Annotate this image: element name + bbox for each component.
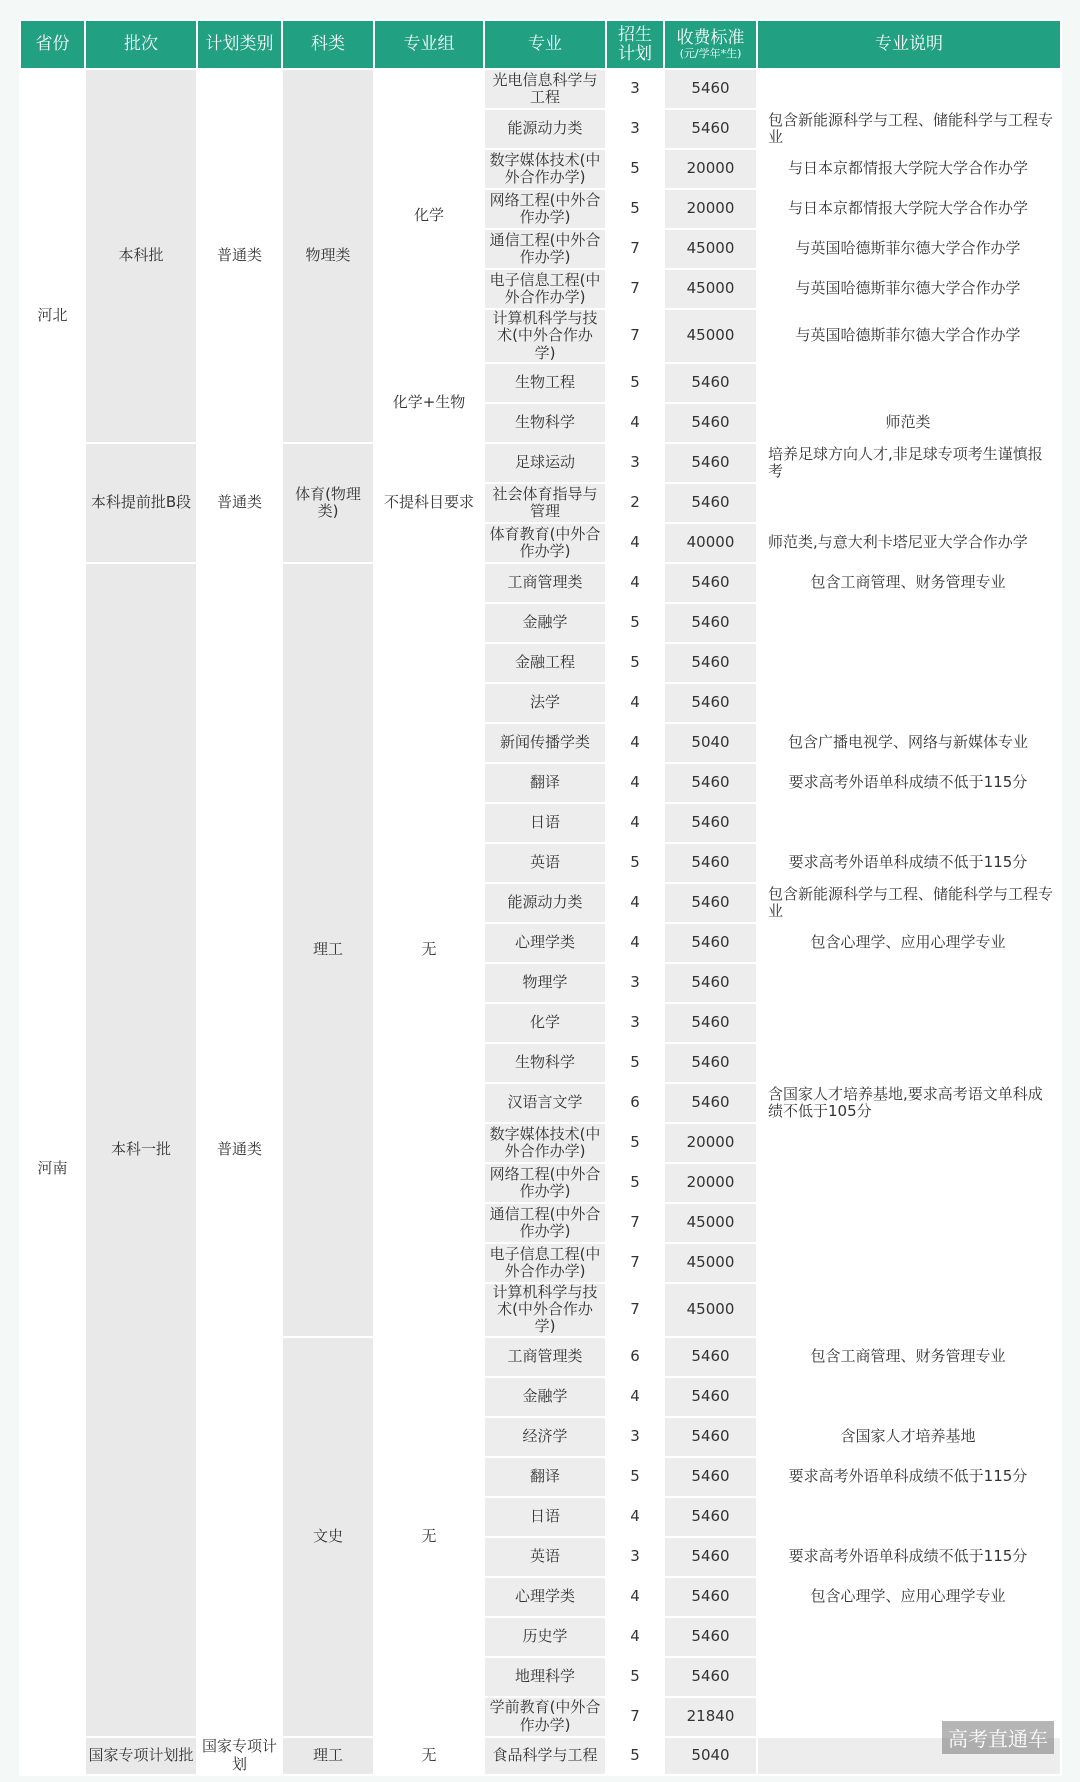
plan-count-cell: 7	[606, 1243, 664, 1283]
description-cell	[757, 1617, 1061, 1657]
header-major: 专业	[484, 20, 606, 69]
description-cell: 包含心理学、应用心理学专业	[757, 1577, 1061, 1617]
fee-cell: 5460	[664, 1003, 757, 1043]
description-cell: 包含新能源科学与工程、储能科学与工程专业	[757, 883, 1061, 923]
plan-count-cell: 7	[606, 229, 664, 269]
plan-count-cell: 4	[606, 1497, 664, 1537]
plan-count-cell: 5	[606, 603, 664, 643]
major-cell: 新闻传播学类	[484, 723, 606, 763]
fee-cell: 5460	[664, 1083, 757, 1123]
group-cell: 无	[374, 1737, 484, 1775]
table-row	[20, 1737, 1061, 1775]
major-cell: 能源动力类	[484, 109, 606, 149]
group-cell: 化学	[374, 69, 484, 363]
description-cell	[757, 803, 1061, 843]
fee-cell: 5460	[664, 843, 757, 883]
fee-cell: 5460	[664, 763, 757, 803]
fee-cell: 5040	[664, 723, 757, 763]
fee-cell: 5460	[664, 1337, 757, 1377]
fee-cell: 5460	[664, 1417, 757, 1457]
plan-type-cell: 国家专项计划	[197, 1737, 282, 1775]
description-cell: 与日本京都情报大学院大学合作办学	[757, 149, 1061, 189]
plan-count-cell: 6	[606, 1337, 664, 1377]
fee-cell: 5460	[664, 443, 757, 483]
subject-type-cell: 理工	[282, 563, 374, 1337]
fee-cell: 5460	[664, 683, 757, 723]
fee-cell: 20000	[664, 189, 757, 229]
description-cell	[757, 69, 1061, 109]
table-row	[20, 69, 1061, 109]
fee-cell: 20000	[664, 149, 757, 189]
plan-count-cell: 3	[606, 443, 664, 483]
fee-cell: 5460	[664, 883, 757, 923]
plan-count-cell: 4	[606, 763, 664, 803]
major-cell: 翻译	[484, 763, 606, 803]
description-cell	[757, 1043, 1061, 1083]
fee-cell: 5460	[664, 363, 757, 403]
fee-cell: 5460	[664, 1497, 757, 1537]
description-cell: 要求高考外语单科成绩不低于115分	[757, 843, 1061, 883]
major-cell: 经济学	[484, 1417, 606, 1457]
fee-cell: 45000	[664, 309, 757, 363]
major-cell: 生物科学	[484, 403, 606, 443]
major-cell: 心理学类	[484, 923, 606, 963]
major-cell: 数字媒体技术(中外合作办学)	[484, 149, 606, 189]
plan-count-cell: 3	[606, 69, 664, 109]
major-cell: 通信工程(中外合作办学)	[484, 229, 606, 269]
plan-type-cell: 普通类	[197, 563, 282, 1737]
description-cell: 与日本京都情报大学院大学合作办学	[757, 189, 1061, 229]
header-batch: 批次	[85, 20, 197, 69]
major-cell: 金融学	[484, 603, 606, 643]
watermark-label: 高考直通车	[942, 1721, 1054, 1754]
description-cell	[757, 1003, 1061, 1043]
batch-cell: 国家专项计划批	[85, 1737, 197, 1775]
major-cell: 电子信息工程(中外合作办学)	[484, 1243, 606, 1283]
plan-count-cell: 4	[606, 523, 664, 563]
fee-cell: 5460	[664, 1617, 757, 1657]
major-cell: 工商管理类	[484, 563, 606, 603]
description-cell	[757, 683, 1061, 723]
fee-cell: 5040	[664, 1737, 757, 1775]
batch-cell: 本科一批	[85, 563, 197, 1737]
fee-cell: 21840	[664, 1697, 757, 1737]
subject-type-cell: 体育(物理类)	[282, 443, 374, 563]
description-cell: 包含工商管理、财务管理专业	[757, 1337, 1061, 1377]
description-cell	[757, 1243, 1061, 1283]
fee-cell: 5460	[664, 403, 757, 443]
plan-count-cell: 4	[606, 723, 664, 763]
batch-cell: 本科批	[85, 69, 197, 443]
group-cell: 无	[374, 1337, 484, 1737]
admission-plan-table-container	[19, 19, 1060, 1776]
plan-count-cell: 3	[606, 1537, 664, 1577]
plan-count-cell: 5	[606, 1163, 664, 1203]
plan-count-cell: 2	[606, 483, 664, 523]
group-cell: 化学+生物	[374, 363, 484, 443]
plan-count-cell: 4	[606, 1577, 664, 1617]
major-cell: 物理学	[484, 963, 606, 1003]
fee-cell: 5460	[664, 1377, 757, 1417]
description-cell: 与英国哈德斯菲尔德大学合作办学	[757, 309, 1061, 363]
description-cell: 含国家人才培养基地	[757, 1417, 1061, 1457]
fee-cell: 5460	[664, 1657, 757, 1697]
fee-cell: 20000	[664, 1163, 757, 1203]
fee-cell: 5460	[664, 803, 757, 843]
header-subject-type: 科类	[282, 20, 374, 69]
group-cell: 不提科目要求	[374, 443, 484, 563]
major-cell: 日语	[484, 803, 606, 843]
header-fee	[664, 20, 757, 69]
major-cell: 生物工程	[484, 363, 606, 403]
plan-count-cell: 5	[606, 1123, 664, 1163]
table-header-row	[20, 20, 1061, 69]
plan-count-cell: 5	[606, 643, 664, 683]
major-cell: 地理科学	[484, 1657, 606, 1697]
plan-count-cell: 3	[606, 963, 664, 1003]
fee-cell: 5460	[664, 1537, 757, 1577]
major-cell: 电子信息工程(中外合作办学)	[484, 269, 606, 309]
description-cell: 包含工商管理、财务管理专业	[757, 563, 1061, 603]
plan-count-cell: 5	[606, 843, 664, 883]
plan-count-cell: 7	[606, 309, 664, 363]
fee-cell: 5460	[664, 1577, 757, 1617]
major-cell: 金融学	[484, 1377, 606, 1417]
major-cell: 历史学	[484, 1617, 606, 1657]
description-cell: 要求高考外语单科成绩不低于115分	[757, 763, 1061, 803]
description-cell: 包含心理学、应用心理学专业	[757, 923, 1061, 963]
plan-count-cell: 5	[606, 1043, 664, 1083]
plan-count-cell: 5	[606, 189, 664, 229]
major-cell: 足球运动	[484, 443, 606, 483]
fee-cell: 5460	[664, 1043, 757, 1083]
major-cell: 汉语言文学	[484, 1083, 606, 1123]
major-cell: 食品科学与工程	[484, 1737, 606, 1775]
description-cell	[757, 1203, 1061, 1243]
plan-type-cell: 普通类	[197, 443, 282, 563]
fee-cell: 40000	[664, 523, 757, 563]
header-province: 省份	[20, 20, 85, 69]
province-cell: 河北	[20, 69, 85, 563]
major-cell: 工商管理类	[484, 1337, 606, 1377]
subject-type-cell: 物理类	[282, 69, 374, 443]
header-enroll-line2: 计划	[618, 43, 652, 64]
description-cell: 师范类,与意大利卡塔尼亚大学合作办学	[757, 523, 1061, 563]
major-cell: 网络工程(中外合作办学)	[484, 1163, 606, 1203]
major-cell: 体育教育(中外合作办学)	[484, 523, 606, 563]
plan-count-cell: 4	[606, 1617, 664, 1657]
major-cell: 光电信息科学与工程	[484, 69, 606, 109]
description-cell: 包含广播电视学、网络与新媒体专业	[757, 723, 1061, 763]
plan-count-cell: 7	[606, 1203, 664, 1243]
description-cell: 与英国哈德斯菲尔德大学合作办学	[757, 229, 1061, 269]
fee-cell: 5460	[664, 963, 757, 1003]
plan-count-cell: 3	[606, 1003, 664, 1043]
fee-cell: 45000	[664, 1283, 757, 1337]
subject-type-cell: 文史	[282, 1337, 374, 1737]
header-group: 专业组	[374, 20, 484, 69]
plan-count-cell: 7	[606, 1697, 664, 1737]
plan-count-cell: 7	[606, 1283, 664, 1337]
description-cell	[757, 483, 1061, 523]
header-fee-unit: (元/学年*生)	[679, 46, 742, 60]
description-cell: 要求高考外语单科成绩不低于115分	[757, 1537, 1061, 1577]
header-enroll-line1: 招生	[618, 24, 652, 45]
batch-cell: 本科提前批B段	[85, 443, 197, 563]
major-cell: 心理学类	[484, 1577, 606, 1617]
admission-plan-table	[19, 19, 1062, 1776]
major-cell: 能源动力类	[484, 883, 606, 923]
description-cell: 要求高考外语单科成绩不低于115分	[757, 1457, 1061, 1497]
plan-count-cell: 5	[606, 1737, 664, 1775]
plan-count-cell: 7	[606, 269, 664, 309]
subject-type-cell: 理工	[282, 1737, 374, 1775]
plan-count-cell: 5	[606, 149, 664, 189]
fee-cell: 45000	[664, 1203, 757, 1243]
plan-count-cell: 4	[606, 883, 664, 923]
header-enroll-plan	[606, 20, 664, 69]
description-cell	[757, 1377, 1061, 1417]
plan-count-cell: 4	[606, 923, 664, 963]
description-cell	[757, 643, 1061, 683]
fee-cell: 5460	[664, 643, 757, 683]
plan-count-cell: 4	[606, 1377, 664, 1417]
fee-cell: 5460	[664, 69, 757, 109]
plan-count-cell: 3	[606, 1417, 664, 1457]
major-cell: 化学	[484, 1003, 606, 1043]
plan-count-cell: 5	[606, 1657, 664, 1697]
description-cell	[757, 1123, 1061, 1163]
description-cell	[757, 1163, 1061, 1203]
description-cell	[757, 1283, 1061, 1337]
header-plan-type: 计划类别	[197, 20, 282, 69]
plan-count-cell: 6	[606, 1083, 664, 1123]
description-cell: 包含新能源科学与工程、储能科学与工程专业	[757, 109, 1061, 149]
major-cell: 法学	[484, 683, 606, 723]
description-cell	[757, 963, 1061, 1003]
plan-count-cell: 4	[606, 803, 664, 843]
plan-count-cell: 5	[606, 1457, 664, 1497]
description-cell: 与英国哈德斯菲尔德大学合作办学	[757, 269, 1061, 309]
major-cell: 英语	[484, 1537, 606, 1577]
major-cell: 计算机科学与技术(中外合作办学)	[484, 309, 606, 363]
major-cell: 网络工程(中外合作办学)	[484, 189, 606, 229]
plan-count-cell: 4	[606, 403, 664, 443]
plan-count-cell: 5	[606, 363, 664, 403]
fee-cell: 45000	[664, 269, 757, 309]
fee-cell: 20000	[664, 1123, 757, 1163]
province-cell: 河南	[20, 563, 85, 1775]
plan-count-cell: 4	[606, 683, 664, 723]
major-cell: 英语	[484, 843, 606, 883]
major-cell: 翻译	[484, 1457, 606, 1497]
description-cell	[757, 1497, 1061, 1537]
fee-cell: 5460	[664, 109, 757, 149]
fee-cell: 5460	[664, 1457, 757, 1497]
major-cell: 计算机科学与技术(中外合作办学)	[484, 1283, 606, 1337]
major-cell: 金融工程	[484, 643, 606, 683]
major-cell: 生物科学	[484, 1043, 606, 1083]
description-cell	[757, 603, 1061, 643]
header-description: 专业说明	[757, 20, 1061, 69]
major-cell: 学前教育(中外合作办学)	[484, 1697, 606, 1737]
description-cell: 含国家人才培养基地,要求高考语文单科成绩不低于105分	[757, 1083, 1061, 1123]
plan-count-cell: 4	[606, 563, 664, 603]
fee-cell: 5460	[664, 923, 757, 963]
fee-cell: 45000	[664, 229, 757, 269]
description-cell: 师范类	[757, 403, 1061, 443]
fee-cell: 5460	[664, 603, 757, 643]
header-fee-label: 收费标准	[676, 28, 745, 49]
major-cell: 日语	[484, 1497, 606, 1537]
major-cell: 社会体育指导与管理	[484, 483, 606, 523]
major-cell: 数字媒体技术(中外合作办学)	[484, 1123, 606, 1163]
fee-cell: 5460	[664, 483, 757, 523]
table-row	[20, 563, 1061, 603]
description-cell	[757, 363, 1061, 403]
description-cell: 培养足球方向人才,非足球专项考生谨慎报考	[757, 443, 1061, 483]
plan-count-cell: 3	[606, 109, 664, 149]
table-row	[20, 443, 1061, 483]
description-cell	[757, 1657, 1061, 1697]
fee-cell: 45000	[664, 1243, 757, 1283]
plan-type-cell: 普通类	[197, 69, 282, 443]
major-cell: 通信工程(中外合作办学)	[484, 1203, 606, 1243]
group-cell: 无	[374, 563, 484, 1337]
fee-cell: 5460	[664, 563, 757, 603]
